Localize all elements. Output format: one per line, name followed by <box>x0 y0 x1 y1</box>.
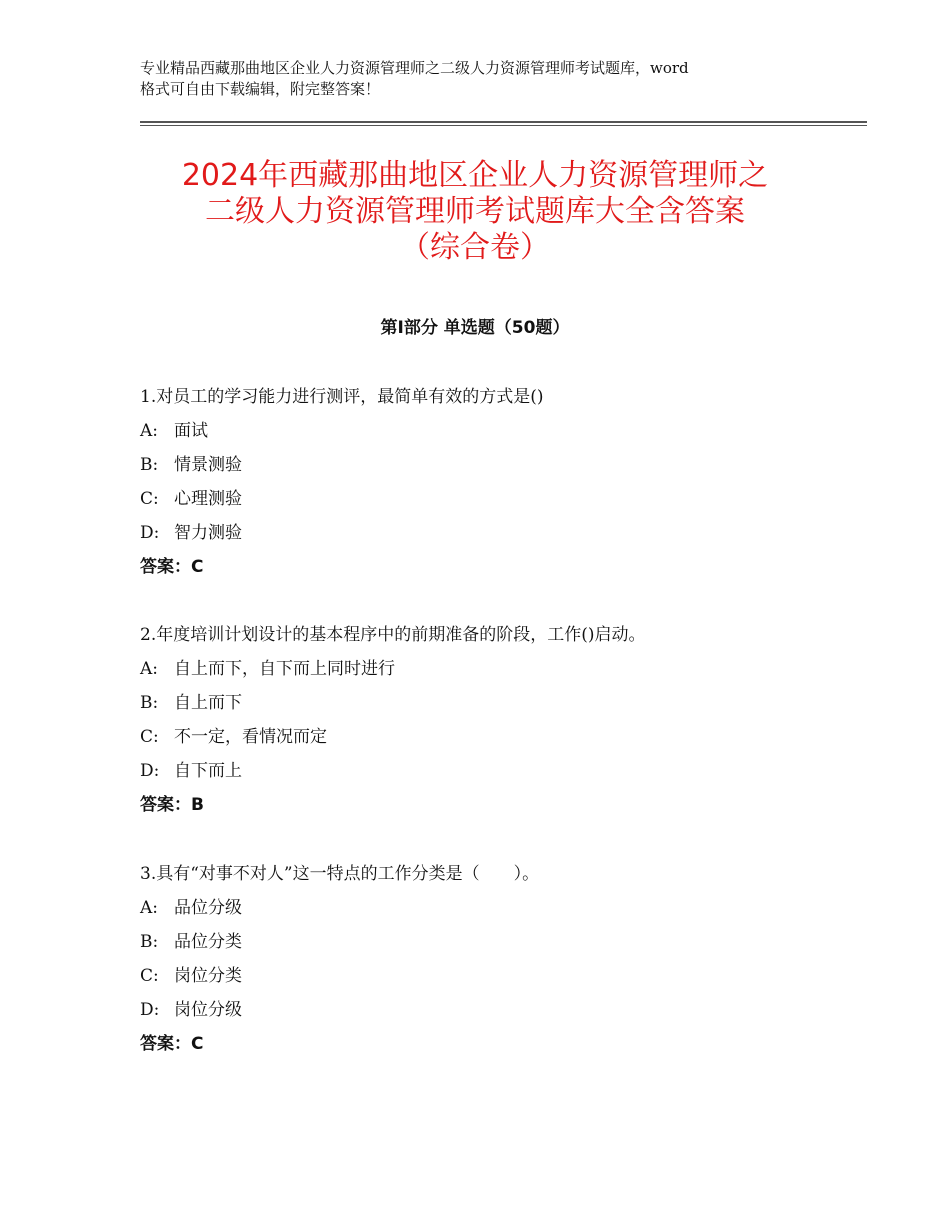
option-b <box>140 925 840 959</box>
answer-line <box>140 550 840 584</box>
option-text: 岗位分级 <box>174 1000 242 1020</box>
document-title <box>100 158 850 266</box>
option-text: 不一定，看情况而定 <box>174 727 327 747</box>
header-divider-thin <box>140 125 867 126</box>
option-key: C: <box>140 727 159 747</box>
document-title-line-3: （综合卷） <box>400 230 550 265</box>
option-key: D: <box>140 761 160 781</box>
answer-label: 答案： <box>140 557 191 577</box>
answer-line <box>140 1027 840 1061</box>
option-a <box>140 414 840 448</box>
option-text: 心理测验 <box>174 489 242 509</box>
option-d <box>140 516 840 550</box>
option-key: D: <box>140 523 160 543</box>
question-1 <box>140 380 840 584</box>
option-key: B: <box>140 932 159 952</box>
option-text: 品位分级 <box>174 898 242 918</box>
answer-value: B <box>191 795 204 815</box>
question-stem: 2.年度培训计划设计的基本程序中的前期准备的阶段，工作()启动。 <box>140 625 646 645</box>
question-3 <box>140 857 840 1061</box>
option-text: 岗位分类 <box>174 966 242 986</box>
option-c <box>140 720 840 754</box>
option-a <box>140 891 840 925</box>
document-title-line-2: 二级人力资源管理师考试题库大全含答案 <box>205 194 745 229</box>
option-d <box>140 754 840 788</box>
option-b <box>140 448 840 482</box>
header-note <box>140 58 830 100</box>
option-key: C: <box>140 966 159 986</box>
option-d <box>140 993 840 1027</box>
answer-value: C <box>191 1034 204 1054</box>
answer-value: C <box>191 557 204 577</box>
answer-label: 答案： <box>140 795 191 815</box>
option-text: 自下而上 <box>174 761 242 781</box>
document-title-line-1: 2024年西藏那曲地区企业人力资源管理师之 <box>181 158 769 193</box>
option-text: 面试 <box>174 421 208 441</box>
option-text: 自上而下，自下而上同时进行 <box>174 659 395 679</box>
answer-label: 答案： <box>140 1034 191 1054</box>
option-key: D: <box>140 1000 160 1020</box>
header-note-line-1: 专业精品西藏那曲地区企业人力资源管理师之二级人力资源管理师考试题库，word <box>140 59 689 77</box>
option-a <box>140 652 840 686</box>
header-note-line-2: 格式可自由下载编辑，附完整答案！ <box>140 80 381 98</box>
question-2 <box>140 618 840 822</box>
option-c <box>140 959 840 993</box>
option-key: A: <box>140 421 159 441</box>
section-title: 第Ⅰ部分 单选题（50题） <box>380 318 570 338</box>
option-text: 智力测验 <box>174 523 242 543</box>
option-text: 情景测验 <box>174 455 242 475</box>
option-text: 品位分类 <box>174 932 242 952</box>
option-key: A: <box>140 659 159 679</box>
question-stem: 3.具有“对事不对人”这一特点的工作分类是（ ）。 <box>140 864 540 884</box>
option-b <box>140 686 840 720</box>
option-c <box>140 482 840 516</box>
option-key: A: <box>140 898 159 918</box>
option-key: C: <box>140 489 159 509</box>
option-key: B: <box>140 693 159 713</box>
answer-line <box>140 788 840 822</box>
header-divider-thick <box>140 121 867 123</box>
question-stem: 1.对员工的学习能力进行测评，最简单有效的方式是() <box>140 387 544 407</box>
option-key: B: <box>140 455 159 475</box>
option-text: 自上而下 <box>174 693 242 713</box>
